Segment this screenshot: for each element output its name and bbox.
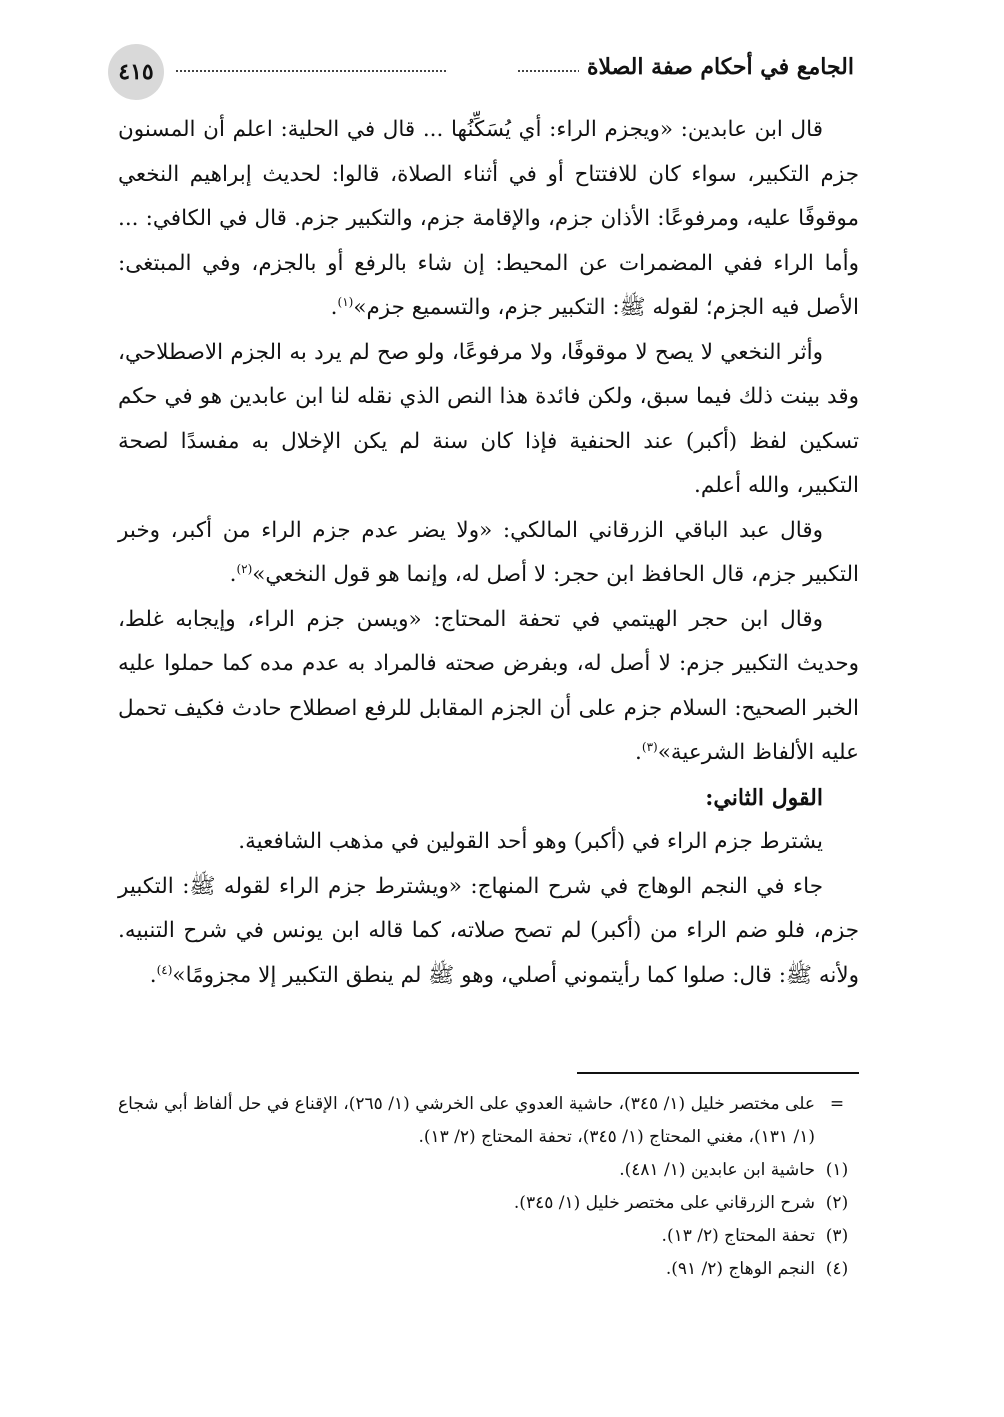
footnote-ref-1[interactable]: (١) <box>337 294 354 309</box>
footnote-3 <box>118 1220 859 1253</box>
footnote-1 <box>118 1154 859 1187</box>
footnote-mark: (٤) <box>825 1259 849 1279</box>
footnote-ref-3[interactable]: (٣) <box>641 739 658 754</box>
footnote-text: شرح الزرقاني على مختصر خليل (١/ ٣٤٥). <box>513 1193 815 1213</box>
footnote-continued <box>118 1088 859 1154</box>
paragraph-2: وأثر النخعي لا يصح لا موقوفًا، ولا مرفوعًا، ولو صح لم يرد به الجزم الاصطلاحي، وقد بينت ذلك فيما سبق، ولكن فائدة هذا النص الذي نقله لنا ابن عابدين هو في حكم تسكين لفظ (أكبر) عند الحنفية فإذا كان سنة لم يكن الإخلال به مفسدًا لصحة التكبير، والله أعلم. <box>118 339 859 498</box>
running-title: الجامع في أحكام صفة الصلاة <box>579 54 854 80</box>
paragraph-5: يشترط جزم الراء في (أكبر) وهو أحد القولين في مذهب الشافعية. <box>238 829 823 854</box>
footnote-separator <box>577 1072 859 1074</box>
paragraph-4: وقال ابن حجر الهيتمي في تحفة المحتاج: «ويسن جزم الراء، وإيجابه غلط، وحديث التكبير جزم: لا أصل له، وبفرض صحته فالمراد به عدم مده كما حملوا عليه الخبر الصحيح: السلام جزم على أن الجزم المقابل للرفع اصطلاح حادث فكيف تحمل عليه الألفاظ الشرعية»$^{(٣)}$. <box>118 606 859 765</box>
footnote-text: حاشية ابن عابدين (١/ ٤٨١). <box>619 1160 815 1180</box>
footnote-text: النجم الوهاج (٢/ ٩١). <box>665 1259 815 1279</box>
paragraph-6: جاء في النجم الوهاج في شرح المنهاج: «ويشترط جزم الراء لقوله ﷺ: التكبير جزم، فلو ضم الراء من (أكبر) لم تصح صلاته، كما قاله ابن يونس في شرح التنبيه. ولأنه ﷺ: قال: صلوا كما رأيتموني أصلي، وهو ﷺ لم ينطق التكبير إلا مجزومًا»$^{(٤)}$. <box>118 873 859 988</box>
footnote-2 <box>118 1187 859 1220</box>
page-number: ٤١٥ <box>108 44 164 100</box>
footnote-ref-4[interactable]: (٤) <box>156 962 173 977</box>
footnote-mark: (٢) <box>825 1193 849 1213</box>
footnote-text: على مختصر خليل (١/ ٣٤٥)، حاشية العدوي على الخرشي (١/ ٢٦٥)، الإقناع في حل ألفاظ أبي شجاع (١/ ١٣١)، مغني المحتاج (١/ ٣٤٥)، تحفة المحتاج (٢/ ١٣). <box>118 1094 815 1147</box>
footnote-ref-2[interactable]: (٢) <box>236 561 253 576</box>
footnote-mark: (٣) <box>825 1226 849 1246</box>
footnote-mark: (١) <box>825 1160 849 1180</box>
section-heading: القول الثاني: <box>705 784 823 811</box>
footnote-4 <box>118 1253 859 1286</box>
footnotes <box>118 1088 859 1286</box>
paragraph-3: وقال عبد الباقي الزرقاني المالكي: «ولا يضر عدم جزم الراء من أكبر، وخبر التكبير جزم، قال الحافظ ابن حجر: لا أصل له، وإنما هو قول النخعي»$^{(٢)}$. <box>118 517 859 587</box>
header-dotted-rule-left <box>176 70 446 72</box>
paragraph-1: قال ابن عابدين: «ويجزم الراء: أي يُسَكِّنُها ... قال في الحلية: اعلم أن المسنون جزم التكبير، سواء كان للافتتاح أو في أثناء الصلاة، قالوا: لحديث إبراهيم النخعي موقوفًا عليه، ومرفوعًا: الأذان جزم، والإقامة جزم، والتكبير جزم. قال في الكافي: ... وأما الراء ففي المضمرات عن المحيط: إن شاء بالرفع أو بالجزم، وفي المبتغى: الأصل فيه الجزم؛ لقوله ﷺ: التكبير جزم، والتسميع جزم»$^{(١)}$. <box>118 117 859 320</box>
page-header <box>108 44 854 100</box>
main-text <box>118 108 859 998</box>
footnote-text: تحفة المحتاج (٢/ ١٣). <box>661 1226 815 1246</box>
footnote-mark: = <box>829 1094 845 1114</box>
